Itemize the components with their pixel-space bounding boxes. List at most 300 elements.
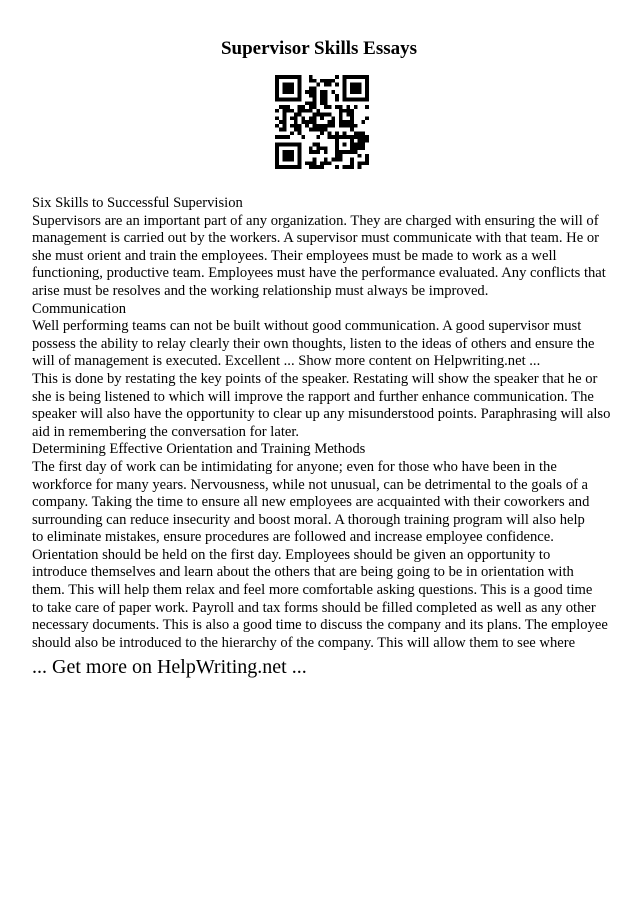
qr-module xyxy=(286,158,290,162)
qr-module xyxy=(286,109,290,113)
essay-line: them. This will help them relax and feel more comfortable asking questions. This is a good time xyxy=(32,582,593,599)
qr-module xyxy=(335,150,339,154)
qr-module xyxy=(354,86,358,90)
qr-module xyxy=(320,79,324,83)
qr-module xyxy=(313,143,317,147)
qr-module xyxy=(346,109,350,113)
qr-module xyxy=(339,135,343,139)
qr-module xyxy=(361,120,365,124)
qr-module xyxy=(309,86,313,90)
qr-module xyxy=(324,98,328,102)
qr-module xyxy=(275,161,279,165)
qr-module xyxy=(358,90,362,94)
qr-module xyxy=(328,105,332,109)
qr-module xyxy=(294,75,298,79)
qr-module xyxy=(275,165,279,169)
qr-module xyxy=(316,109,320,113)
qr-module xyxy=(313,124,317,128)
qr-module xyxy=(275,83,279,87)
qr-module xyxy=(313,116,317,120)
qr-module xyxy=(279,75,283,79)
qr-module xyxy=(279,165,283,169)
qr-module xyxy=(335,105,339,109)
qr-module xyxy=(290,154,294,158)
qr-module xyxy=(320,94,324,98)
qr-module xyxy=(365,75,369,79)
qr-module xyxy=(335,143,339,147)
qr-module xyxy=(298,90,302,94)
qr-module xyxy=(324,105,328,109)
essay-line: speaker will also have the opportunity to clear up any misunderstood points. Paraphrasing will also xyxy=(32,406,611,423)
qr-module xyxy=(298,150,302,154)
qr-module xyxy=(290,124,294,128)
qr-module xyxy=(290,86,294,90)
essay-line: arise must be resolves and the working relationship must always be improved. xyxy=(32,282,489,299)
qr-module xyxy=(328,113,332,117)
qr-module xyxy=(354,135,358,139)
essay-line: possess the ability to relay clearly their own thoughts, listen to the ideas of others and ensure the xyxy=(32,335,595,352)
essay-line: introduce themselves and learn about the others that are being going to be in orientation with xyxy=(32,564,574,581)
qr-module xyxy=(320,146,324,150)
qr-module xyxy=(283,86,287,90)
qr-module xyxy=(275,146,279,150)
qr-module xyxy=(365,158,369,162)
qr-module xyxy=(294,124,298,128)
qr-module xyxy=(283,75,287,79)
qr-module xyxy=(346,113,350,117)
qr-module xyxy=(354,75,358,79)
qr-module xyxy=(286,83,290,87)
qr-module xyxy=(343,83,347,87)
qr-module xyxy=(313,113,317,117)
qr-module xyxy=(361,98,365,102)
qr-module xyxy=(335,94,339,98)
qr-module xyxy=(286,143,290,147)
qr-module xyxy=(331,124,335,128)
qr-module xyxy=(279,135,283,139)
qr-module xyxy=(316,113,320,117)
qr-module xyxy=(358,131,362,135)
qr-module xyxy=(358,75,362,79)
qr-module xyxy=(339,116,343,120)
qr-module xyxy=(298,158,302,162)
qr-module xyxy=(294,113,298,117)
qr-module xyxy=(343,94,347,98)
qr-module xyxy=(343,75,347,79)
qr-module xyxy=(324,113,328,117)
qr-module xyxy=(309,165,313,169)
qr-module xyxy=(350,158,354,162)
essay-line: management is carried out by the workers. A supervisor must communicate with that team. He or xyxy=(32,230,599,247)
qr-module xyxy=(361,146,365,150)
qr-module xyxy=(316,128,320,132)
qr-module xyxy=(313,150,317,154)
qr-module xyxy=(309,120,313,124)
qr-module xyxy=(320,90,324,94)
qr-module xyxy=(320,98,324,102)
qr-module xyxy=(313,165,317,169)
qr-module xyxy=(358,154,362,158)
qr-module xyxy=(286,165,290,169)
qr-module xyxy=(365,90,369,94)
qr-module xyxy=(346,105,350,109)
qr-module xyxy=(328,161,332,165)
qr-module xyxy=(305,90,309,94)
qr-module xyxy=(313,161,317,165)
qr-module xyxy=(305,124,309,128)
qr-module xyxy=(313,105,317,109)
essay-line: should also be introduced to the hierarchy of the company. This will allow them to see where xyxy=(32,634,576,651)
qr-module xyxy=(305,109,309,113)
qr-module xyxy=(346,75,350,79)
qr-module xyxy=(339,120,343,124)
qr-module xyxy=(358,146,362,150)
qr-module xyxy=(343,109,347,113)
qr-module xyxy=(343,143,347,147)
qr-module xyxy=(279,143,283,147)
qr-module xyxy=(365,83,369,87)
essay-line: to take care of paper work. Payroll and tax forms should be filled completed as well as any other xyxy=(32,599,596,616)
qr-module xyxy=(298,75,302,79)
qr-module xyxy=(305,120,309,124)
qr-module xyxy=(320,116,324,120)
qr-module xyxy=(365,98,369,102)
qr-module xyxy=(331,116,335,120)
qr-module xyxy=(309,79,313,83)
qr-module xyxy=(324,79,328,83)
essay-line: Six Skills to Successful Supervision xyxy=(32,195,243,211)
essay-line: surrounding can reduce insecurity and boost moral. A thorough training program will also help xyxy=(32,511,585,528)
qr-module xyxy=(298,146,302,150)
qr-module xyxy=(298,79,302,83)
qr-module xyxy=(313,158,317,162)
qr-module xyxy=(275,143,279,147)
qr-module xyxy=(365,139,369,143)
qr-module xyxy=(279,98,283,102)
qr-module xyxy=(343,86,347,90)
essay-line: Communication xyxy=(32,300,127,317)
qr-module xyxy=(343,90,347,94)
qr-module xyxy=(309,90,313,94)
qr-module xyxy=(339,113,343,117)
qr-module xyxy=(324,90,328,94)
qr-module xyxy=(358,83,362,87)
essay-line: she is being listened to which will improve the rapport and further enhance communication. The xyxy=(32,388,594,405)
qr-module xyxy=(283,154,287,158)
qr-module xyxy=(324,94,328,98)
qr-module xyxy=(286,154,290,158)
qr-module xyxy=(354,83,358,87)
qr-module xyxy=(275,75,279,79)
qr-module xyxy=(298,161,302,165)
qr-module xyxy=(290,83,294,87)
qr-module xyxy=(361,135,365,139)
qr-module xyxy=(283,135,287,139)
qr-module xyxy=(275,109,279,113)
qr-module xyxy=(301,116,305,120)
qr-module xyxy=(298,131,302,135)
qr-module xyxy=(283,83,287,87)
qr-module xyxy=(346,120,350,124)
qr-module xyxy=(313,79,317,83)
qr-module xyxy=(320,131,324,135)
qr-module xyxy=(324,146,328,150)
qr-module xyxy=(283,150,287,154)
qr-module xyxy=(290,158,294,162)
qr-module xyxy=(283,128,287,132)
qr-module xyxy=(354,105,358,109)
qr-module xyxy=(358,161,362,165)
qr-module xyxy=(361,143,365,147)
qr-module xyxy=(354,90,358,94)
qr-module xyxy=(283,90,287,94)
essay-line: Determining Effective Orientation and Training Methods xyxy=(32,441,366,458)
qr-module xyxy=(358,135,362,139)
qr-module xyxy=(365,86,369,90)
qr-module xyxy=(331,158,335,162)
qr-module xyxy=(350,90,354,94)
qr-module xyxy=(350,116,354,120)
qr-module xyxy=(305,161,309,165)
qr-module xyxy=(335,146,339,150)
qr-module xyxy=(283,116,287,120)
qr-module xyxy=(298,154,302,158)
qr-module xyxy=(339,105,343,109)
qr-module xyxy=(275,158,279,162)
qr-module xyxy=(328,120,332,124)
qr-module xyxy=(309,150,313,154)
qr-module xyxy=(313,94,317,98)
qr-module xyxy=(365,161,369,165)
qr-module xyxy=(298,165,302,169)
qr-module xyxy=(313,120,317,124)
qr-module xyxy=(358,143,362,147)
qr-module xyxy=(339,124,343,128)
qr-module xyxy=(324,128,328,132)
qr-module xyxy=(331,135,335,139)
qr-module xyxy=(309,105,313,109)
qr-module xyxy=(346,98,350,102)
qr-module xyxy=(331,79,335,83)
qr-module xyxy=(324,150,328,154)
qr-module xyxy=(320,128,324,132)
qr-module xyxy=(354,150,358,154)
essay-body xyxy=(32,195,610,652)
qr-module xyxy=(343,98,347,102)
qr-module xyxy=(298,124,302,128)
qr-module xyxy=(283,120,287,124)
essay-line: Orientation should be held on the first day. Employees should be given an opportunity to xyxy=(32,546,551,563)
qr-module xyxy=(343,131,347,135)
qr-module xyxy=(275,154,279,158)
qr-module xyxy=(275,116,279,120)
qr-module xyxy=(275,79,279,83)
qr-module xyxy=(316,146,320,150)
qr-module xyxy=(350,98,354,102)
qr-module xyxy=(309,116,313,120)
qr-module xyxy=(320,113,324,117)
qr-module xyxy=(301,109,305,113)
essay-line: workforce for many years. Nervousness, while not unusual, can be detrimental to the goals of a xyxy=(32,476,589,493)
qr-module xyxy=(316,135,320,139)
qr-module xyxy=(298,83,302,87)
qr-module xyxy=(358,139,362,143)
qr-module xyxy=(279,120,283,124)
qr-module xyxy=(335,165,339,169)
qr-module xyxy=(346,124,350,128)
qr-module xyxy=(350,83,354,87)
qr-module xyxy=(350,150,354,154)
qr-module xyxy=(361,161,365,165)
qr-module xyxy=(309,75,313,79)
qr-module xyxy=(328,135,332,139)
qr-module xyxy=(286,75,290,79)
get-more-link[interactable]: ... Get more on HelpWriting.net ... xyxy=(32,656,307,678)
qr-module xyxy=(350,146,354,150)
qr-module xyxy=(309,109,313,113)
qr-module xyxy=(283,113,287,117)
qr-module xyxy=(343,79,347,83)
qr-module xyxy=(316,124,320,128)
qr-module xyxy=(320,124,324,128)
qr-module xyxy=(350,143,354,147)
essay-line: will of management is executed. Excellent ... Show more content on Helpwriting.net ... xyxy=(32,353,541,370)
qr-module xyxy=(275,135,279,139)
qr-module xyxy=(298,143,302,147)
qr-module xyxy=(290,109,294,113)
qr-module xyxy=(339,158,343,162)
qr-module xyxy=(298,105,302,109)
qr-module xyxy=(328,131,332,135)
qr-module xyxy=(294,143,298,147)
qr-module xyxy=(350,139,354,143)
qr-module xyxy=(275,90,279,94)
qr-module xyxy=(298,113,302,117)
qr-module xyxy=(286,86,290,90)
qr-module xyxy=(275,124,279,128)
qr-module xyxy=(309,101,313,105)
qr-module xyxy=(313,98,317,102)
qr-module xyxy=(305,101,309,105)
essay-line: necessary documents. This is also a good time to discuss the company and its plans. The employee xyxy=(32,617,608,634)
qr-module xyxy=(354,146,358,150)
qr-module xyxy=(358,165,362,169)
qr-module xyxy=(294,98,298,102)
qr-module xyxy=(361,131,365,135)
qr-module xyxy=(365,116,369,120)
qr-module xyxy=(331,90,335,94)
qr-module xyxy=(335,154,339,158)
qr-module xyxy=(350,113,354,117)
qr-module xyxy=(354,131,358,135)
qr-module xyxy=(350,86,354,90)
qr-module xyxy=(324,161,328,165)
qr-module xyxy=(316,150,320,154)
qr-module xyxy=(361,139,365,143)
qr-module xyxy=(361,75,365,79)
qr-module xyxy=(350,128,354,132)
qr-module xyxy=(309,146,313,150)
qr-module xyxy=(335,131,339,135)
qr-module xyxy=(358,98,362,102)
qr-module xyxy=(283,124,287,128)
qr-module xyxy=(290,90,294,94)
essay-line: she must orient and train the employees. Their employees must be made to work as a well xyxy=(32,247,557,264)
qr-module xyxy=(324,124,328,128)
qr-module xyxy=(316,83,320,87)
essay-line: company. Taking the time to ensure all new employees are acquainted with their coworkers and xyxy=(32,494,590,511)
qr-module xyxy=(328,79,332,83)
essay-line: Supervisors are an important part of any organization. They are charged with ensuring the will of xyxy=(32,212,599,229)
qr-module xyxy=(313,128,317,132)
qr-module xyxy=(350,120,354,124)
qr-module xyxy=(290,75,294,79)
qr-module xyxy=(290,116,294,120)
qr-module xyxy=(335,158,339,162)
qr-module xyxy=(324,83,328,87)
qr-module xyxy=(328,83,332,87)
qr-module xyxy=(283,109,287,113)
qr-module xyxy=(346,165,350,169)
qr-module xyxy=(335,83,339,87)
qr-module xyxy=(279,105,283,109)
qr-module xyxy=(339,154,343,158)
qr-module xyxy=(350,75,354,79)
qr-module xyxy=(294,128,298,132)
qr-module xyxy=(309,94,313,98)
qr-module xyxy=(294,116,298,120)
qr-module xyxy=(290,150,294,154)
qr-module xyxy=(283,158,287,162)
qr-module xyxy=(275,94,279,98)
qr-module xyxy=(335,139,339,143)
qr-module xyxy=(283,165,287,169)
qr-module xyxy=(343,120,347,124)
qr-module xyxy=(309,161,313,165)
qr-module xyxy=(343,165,347,169)
qr-module xyxy=(335,75,339,79)
qr-module xyxy=(365,105,369,109)
essay-line: Well performing teams can not be built without good communication. A good supervisor must xyxy=(32,318,582,335)
qr-module xyxy=(275,98,279,102)
qr-module xyxy=(320,161,324,165)
qr-module xyxy=(350,165,354,169)
qr-module xyxy=(354,98,358,102)
essay-line: functioning, productive team. Employees must have the performance evaluated. Any conflicts that xyxy=(32,265,606,282)
qr-module xyxy=(290,131,294,135)
qr-module xyxy=(343,124,347,128)
qr-module xyxy=(286,105,290,109)
qr-module xyxy=(298,109,302,113)
qr-module xyxy=(286,98,290,102)
essay-line: This is done by restating the key points of the speaker. Restating will show the speaker that he or xyxy=(32,370,598,387)
qr-module xyxy=(324,101,328,105)
qr-module xyxy=(283,98,287,102)
qr-module xyxy=(283,143,287,147)
qr-module xyxy=(286,135,290,139)
document-title: Supervisor Skills Essays xyxy=(220,38,418,59)
qr-module xyxy=(316,143,320,147)
essay-line: The first day of work can be intimidating for anyone; even for those who have been in the xyxy=(32,458,557,475)
qr-module xyxy=(324,158,328,162)
qr-module xyxy=(350,109,354,113)
qr-code-icon xyxy=(275,75,369,169)
qr-module xyxy=(290,165,294,169)
qr-module xyxy=(365,79,369,83)
qr-module xyxy=(354,143,358,147)
qr-module xyxy=(298,98,302,102)
qr-module xyxy=(301,120,305,124)
